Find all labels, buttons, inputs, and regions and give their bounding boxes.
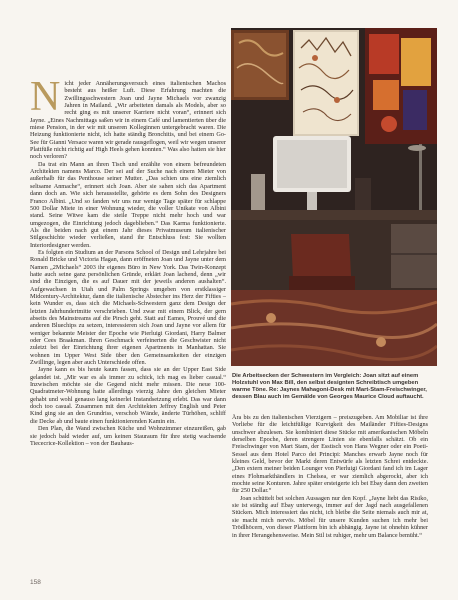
drop-cap: N [30,74,61,120]
article-paragraph: Da trat ein Mann an ihren Tisch und erzählte von einem befreundeten Architekten namens Marco. Der sei auf der Suche nach einem Mieter von außerhalb für das Penthouse seiner Mutter. „Das schien uns eine ziemlich seltsame Anmache“, erinnert sich Joan. Aber sie sahen sich das Apartment dann doch an. Wie sich herausstellte, gehörte es dem Sohn des Designers Franco Albini. „Und so fanden wir uns nur wenige Tage später für schlappe 500 Dollar Miete in einer Wohnung wieder, die voller Unikate von Albini stand. Seine Witwe kam die steile Treppe nicht mehr hoch und war umgezogen, die Einrichtung jedoch dageblieben.“ Das Karma funktionierte. Als die beiden nach gut einem Jahr dieses Privatmuseum italienischer Stilgeschichte wieder verließen, stand ihr Entschluss fest: Sie wollten Interiordesigner werden. [30,160,226,249]
article-paragraph: Den Plan, die Wand zwischen Küche und Wohnzimmer einzureißen, gab sie jedoch bald wieder auf, um keinen Stauraum für ihre stetig wachsende Tiececrice-Kollektion – von der Bauhaus- [30,425,226,447]
article-paragraph: Nicht jeder Annäherungsversuch eines italienischen Machos besteht aus heißer Luft. Diese Erfahrung machten die Zwillingsschwestern Joan und Jayne Michaels vor zwanzig Jahren in Mailand. „Wir arbeiteten damals als Models, aber so recht ging es mit unserer Karriere nicht voran“, erinnert sich Jayne. „Eines Nachmittags saßen wir in einem Café und lamentierten über die miese Pension, in der wir mit unseren Kolleginnen untergebracht waren. Die Heizung funktionierte nicht, ich hatte ständig Bronchitis, und bei einem Go-See für Gianni Versace waren wir gerade rausgeflogen, weil wir wegen unserer Plattfüße nicht richtig auf High Heels gehen konnten.“ Was also hatten sie hier noch verloren? [30,74,226,161]
article-paragraph: Joan schüttelt bei solchen Aussagen nur den Kopf. „Jayne liebt das Risiko, sie ist ständig auf Ebay unterwegs, immer auf der Jagd nach ausgefallenen Stücken. Mich interessiert das nicht, ich bleibe die Seite niemals auch mir at, sie macht mich nervös. Möbel für unsere Kunden suchen ich mehr bei Trödlhöcern, von dieser Plattform bin ich abhängig. Jayne ist ohnehin kühner in ihrer Herangehensweise. Mein Stil ist ruhiger, mehr um Balance bemüht.“ [232,494,428,539]
photo-caption: Die Arbeitsecken der Schwestern im Vergleich: Joan sitzt auf einem Holzstuhl von Max Bill, den selbst designten Schreibtisch umgeben warme Töne. Re: Jaynes Mahagoni-Desk mit Mart-Stam-Freischwinger, dessen Blau auch im Gemälde von Georges Maurice Cloud auftaucht. [232,373,427,400]
article-paragraph: Ära bis zu den italienischen Vierzigern – preiszugeben. Am Mobiliar ist ihre Vorliebe für die leichtfüßige Kurvigkeit des Mailänder Fifties-Designs unschwer abzulesen. Sie kombiniert diese Stücke mit amerikanischen Möbeln derselben Epoche, deren strengere Linien sie ebenfalls schätzt. Ob ein Freischwinger von Mart Stam, der Esstisch von Hans Wegner oder ein Poeti-Sessel aus dem Hotel Parco dei Principi: Manches erwarb Jayne noch für kleines Geld, bevor der Markt deren Entwürfe als letzten Schrei entdeckte. „Den extern meiner beiden Lounger von Pierluigi Giordani fand ich im Lager eines Flohmarkthändlers in Chelsea, er war ziemlich abgerockt, aber ich mochte seine Konturen. Jahre später ersteigerte ich bei Ebay dann den zweiten für 250 Dollar.“ [232,414,428,495]
article-right-column [232,414,428,539]
article-left-column [30,74,226,447]
article-paragraph: Jayne kann es bis heute kaum fassen, dass sie an der Upper East Side gelandet ist. „Mir war es als immer zu schick, ich mag es lieber casual.“ Inzwischen möchte sie die Gegend nicht mehr missen. Die neue 100-Quadratmeter-Wohnung hatte allerdings vierzig Jahre den gleichen Mieter gehabt und wohl genauso lang keinerlei Instandsetzung erlebt. Das war dann doch too casual. Zusammen mit den Architekten Jeffrey English und Peter Kind ging sie an den Grundriss, verschob Wände, änderte Türhöhen, schliff die Decke ab und baute einen funktionierenden Kamin ein. [30,366,226,425]
article-paragraph: Es folgten ein Studium an der Parsons School of Design und Lehrjahre bei Ronald Bricke und Victoria Hagan, dann eröffneten Joan und Jayne unter dem Namen „2Michaels“ 2003 ihr eigenes Büro in New York. Das Twin-Konzept hatte auch seine ganz persönlichen Gründe, erklärt Joan lachend, denn „wir sind die Einzigen, die es auf Dauer mit der jeweils anderen aushalten“. Aufgewachsen in Utah und Palm Springs umgeben von erstklassiger Midcentury-Architektur, dann die italienische Abstecher ins Herz der Fifties – kein Wunder es, dass sich die Michaels-Schwestern ganz dem Design der letzten Jahrhundertmitte verschrieben. Und zwar mit einem Blick, der gern abseits des Mainstreams auf die Pirsch geht. Statt auf Eames, Prouvé und die anderen Bluechips zu setzen, interessieren sich Joan und Jayne vor allem für weniger bekannte Meister der Epoche wie Pierluigi Giordani, Harry Balmer oder Cees Braakman. Ihren Geschmack verfeinerten die Geschwister nicht zuletzt bei der Einrichtung ihrer eigenen Apartments in Manhattan. Sie wohnen im Upper West Side über den Gemeinsamkeiten der einzigen Zwillinge, legen aber auch Unterschiede offen. [30,248,226,367]
interior-photo [231,28,437,366]
page-number: 158 [30,579,41,586]
